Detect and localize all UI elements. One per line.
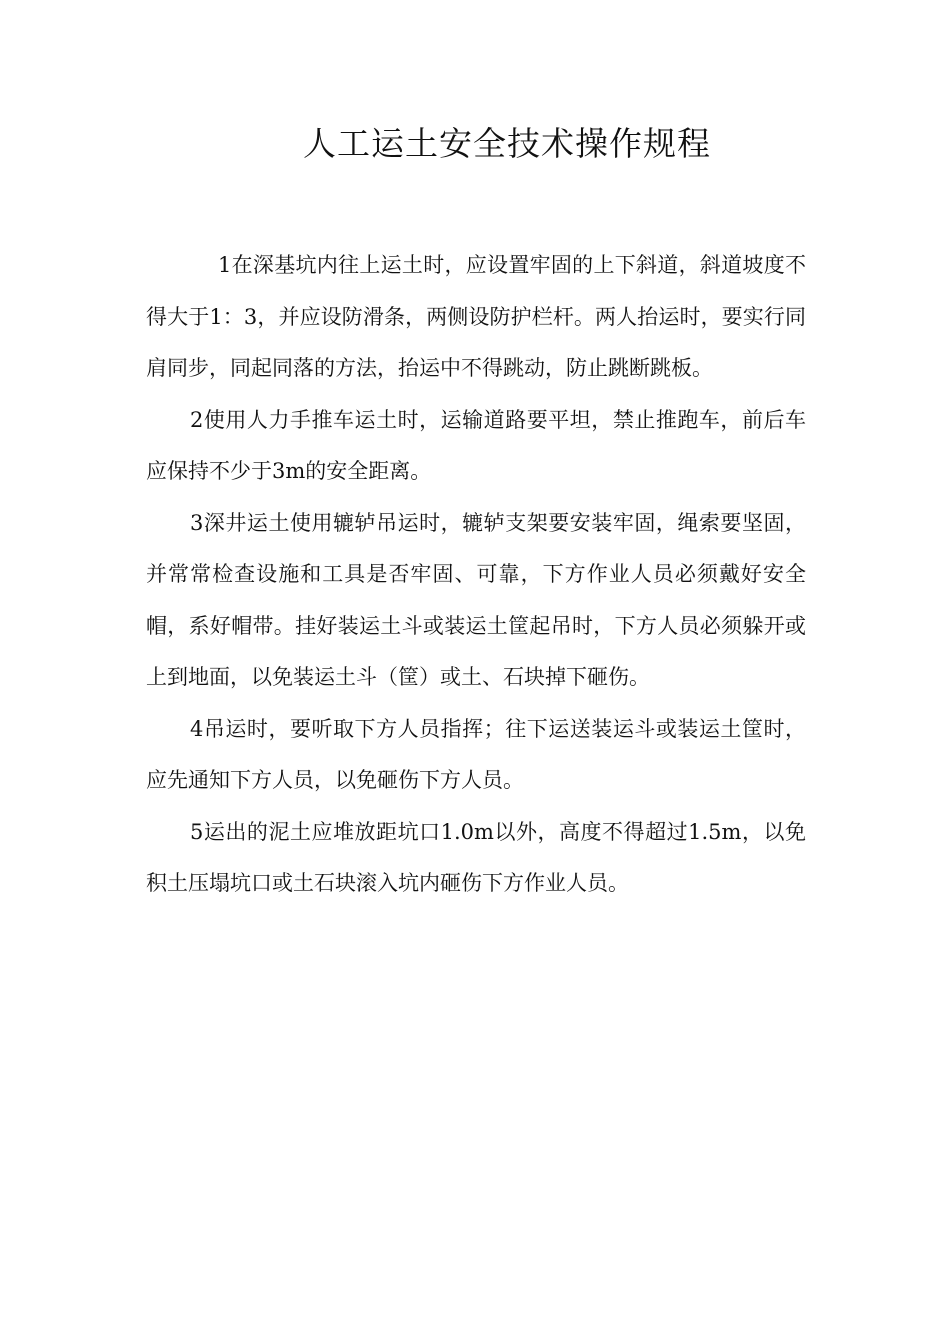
paragraph-2: 2使用人力手推车运土时，运输道路要平坦，禁止推跑车，前后车应保持不少于3m的安全距离。 xyxy=(146,407,806,483)
paragraph-3: 3深井运土使用辘轳吊运时，辘轳支架要安装牢固，绳索要坚固，并常常检查设施和工具是否牢固、可靠，下方作业人员必须戴好安全帽，系好帽带。挂好装运土斗或装运土筐起吊时，下方人员必须躲开或上到地面，以免装运土斗（筐）或土、石块掉下砸伤。 xyxy=(146,510,806,689)
paragraph-5: 5运出的泥土应堆放距坑口1.0m以外，高度不得超过1.5m，以免积土压塌坑口或土石块滚入坑内砸伤下方作业人员。 xyxy=(146,819,806,895)
document-title: 人工运土安全技术操作规程 xyxy=(303,124,711,163)
document-body xyxy=(146,240,806,910)
paragraph-4: 4吊运时，要听取下方人员指挥；往下运送装运斗或装运土筐时，应先通知下方人员，以免砸伤下方人员。 xyxy=(146,716,806,792)
paragraph-1: 1在深基坑内往上运土时，应设置牢固的上下斜道，斜道坡度不得大于1：3，并应设防滑条，两侧设防护栏杆。两人抬运时，要实行同肩同步，同起同落的方法，抬运中不得跳动，防止跳断跳板。 xyxy=(146,253,806,380)
